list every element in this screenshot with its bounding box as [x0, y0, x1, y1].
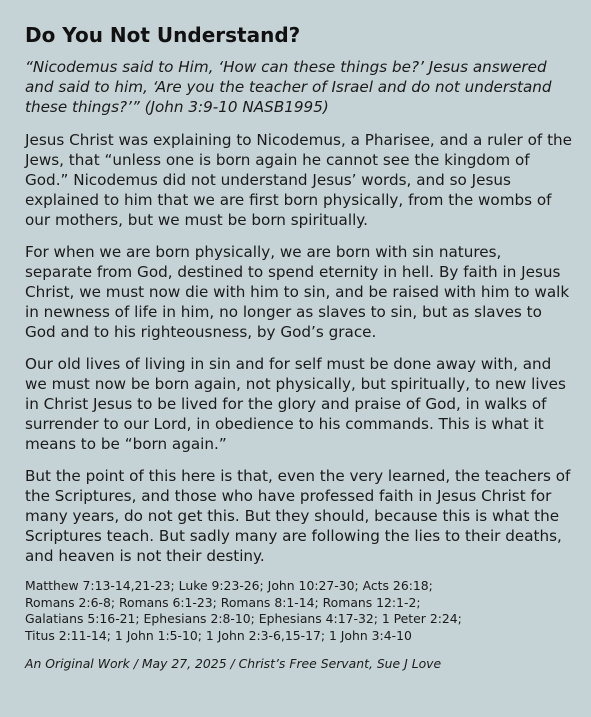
scripture-quote: “Nicodemus said to Him, ‘How can these things be?’ Jesus answered and said to him, ‘Are you the teacher of Israel and do not understand these things?’” (John 3:9-10 NASB1995) — [25, 58, 552, 116]
body-paragraph-1: Jesus Christ was explaining to Nicodemus, a Pharisee, and a ruler of the Jews, that “unless one is born again he cannot see the kingdom of God.” Nicodemus did not understand Jesus’ words, and so Jesus explained to him that we are first born physically, from the wombs of our mothers, but we must be born spiritually. — [25, 131, 572, 229]
page-title: Do You Not Understand? — [25, 23, 301, 47]
author-signature: An Original Work / May 27, 2025 / Christ’s Free Servant, Sue J Love — [25, 656, 442, 671]
body-paragraph-2: For when we are born physically, we are born with sin natures, separate from God, destined to spend eternity in hell. By faith in Jesus Christ, we must now die with him to sin, and be raised with him to walk in newness of life in him, no longer as slaves to sin, but as slaves to God and to his righteousness, by God’s grace. — [25, 243, 570, 341]
body-paragraph-4: But the point of this here is that, even the very learned, the teachers of the Scriptures, and those who have professed faith in Jesus Christ for many years, do not get this. But they should, because this is what the Scriptures teach. But sadly many are following the lies to their deaths, and heaven is not their destiny. — [25, 467, 571, 565]
scripture-references: Matthew 7:13-14,21-23; Luke 9:23-26; John 10:27-30; Acts 26:18; Romans 2:6-8; Romans 6:1-23; Romans 8:1-14; Romans 12:1-2; Galatians 5:16-21; Ephesians 2:8-10; Ephesians 4:17-32; 1 Peter 2:24; Titus 2:11-14; 1 John 1:5-10; 1 John 2:3-6,15-17; 1 John 3:4-10 — [25, 578, 462, 643]
body-paragraph-3: Our old lives of living in sin and for self must be done away with, and we must now be born again, not physically, but spiritually, to new lives in Christ Jesus to be lived for the glory and praise of God, in walks of surrender to our Lord, in obedience to his commands. This is what it means to be “born again.” — [25, 355, 566, 453]
